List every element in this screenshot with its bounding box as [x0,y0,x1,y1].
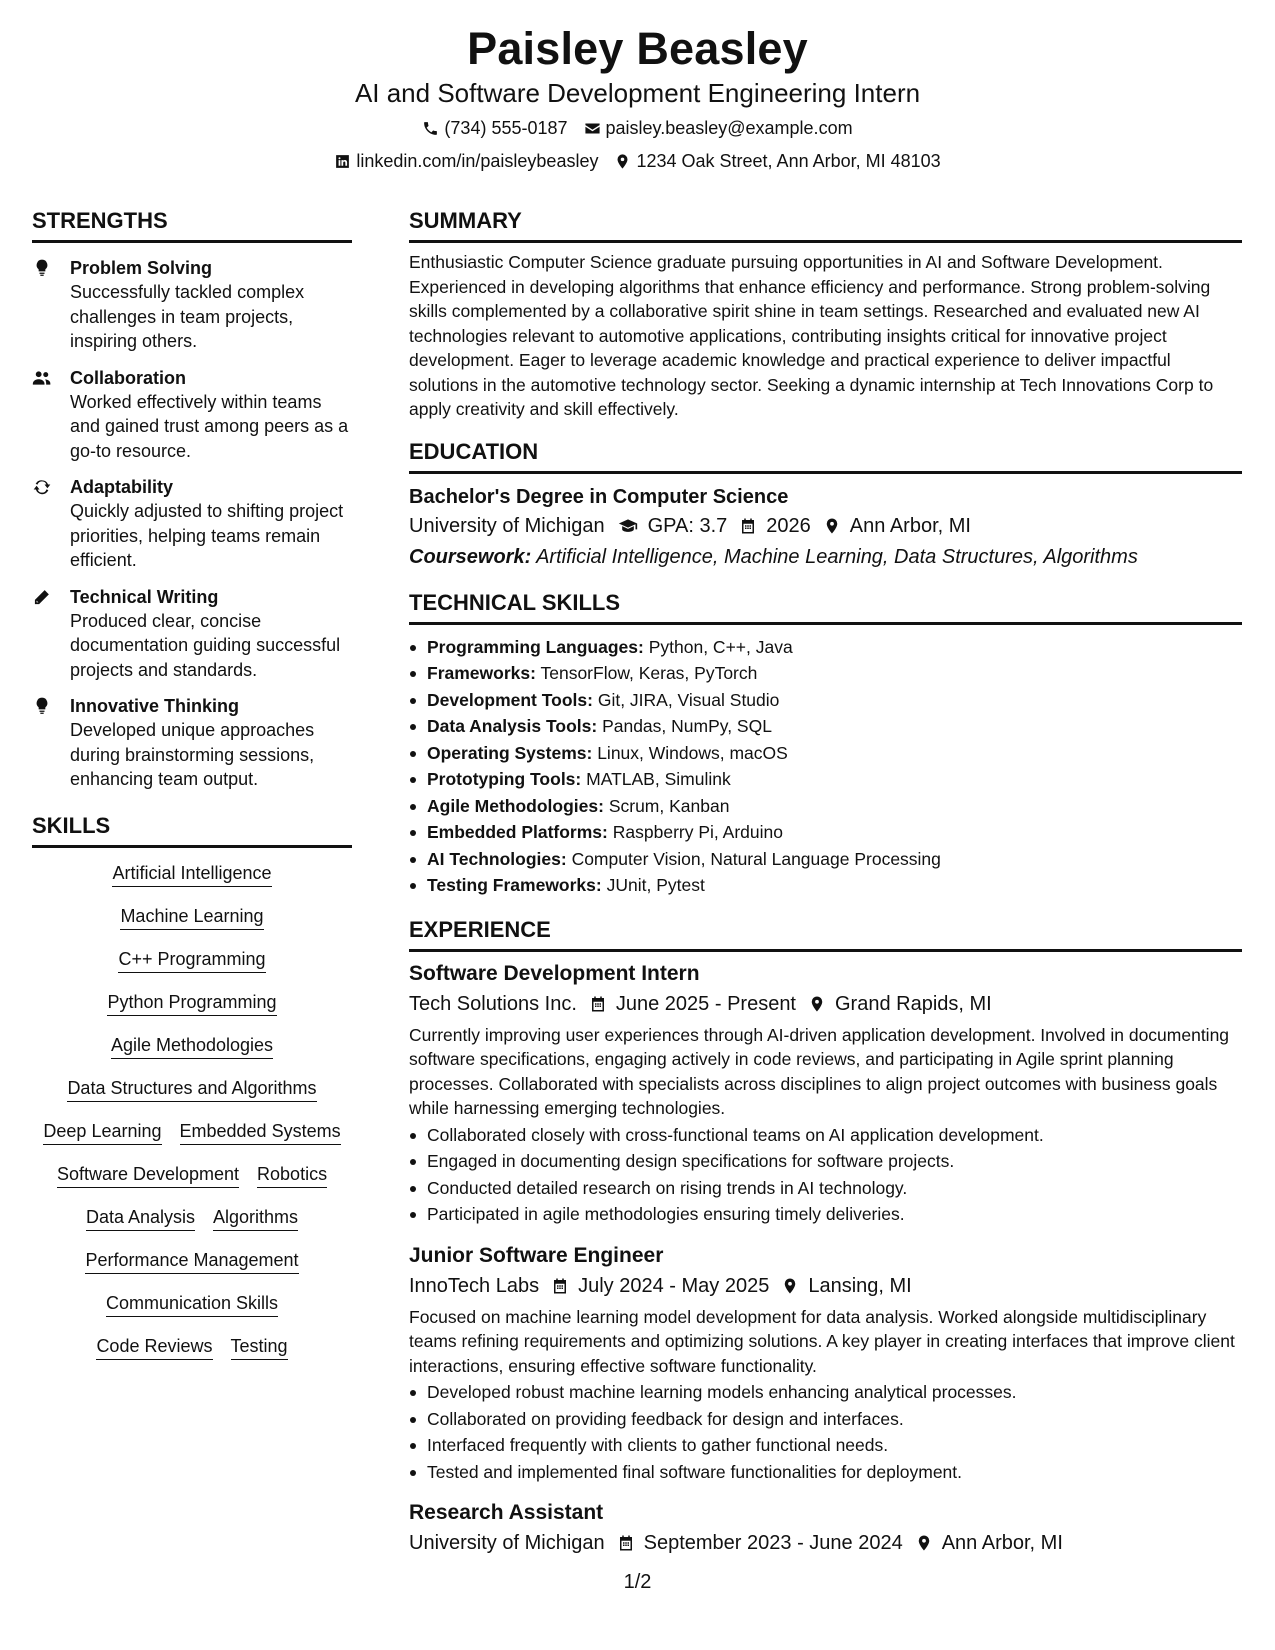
technical-skill-label: Data Analysis Tools: [427,716,598,736]
skill-tag: Testing [231,1335,288,1360]
technical-skill-value: Pandas, NumPy, SQL [602,716,772,736]
technical-skill-item [409,660,1242,687]
technical-skill-label: Testing Frameworks: [427,875,602,895]
location-text: Grand Rapids, MI [835,992,992,1015]
technical-skill-value: Linux, Windows, macOS [597,742,788,763]
strength-body [70,366,352,464]
job-meta [409,990,1242,1018]
location-text: Lansing, MI [808,1274,912,1297]
location-text: Ann Arbor, MI [941,1532,1063,1554]
technical-skill-value: Computer Vision, Natural Language Processing [571,848,941,869]
skill-tag: Performance Management [85,1249,298,1274]
job-company [409,1272,539,1300]
summary-text: Enthusiastic Computer Science graduate pursuing opportunities in AI and Software Development. Experienced in developing algorithms that enhance efficiency and performance. Strong problem-solving skills complemented by a collaborative spirit shine in team settings. Researched and evaluated new AI technologies relevant to automotive applications, contributing insights critical for innovative project development. Eager to leverage academic knowledge and practical experience to deliver impactful solutions in the automotive technology sector. Seeking a dynamic internship at Tech Innovations Corp to apply creativity and skill effectively. [409,252,1214,419]
skill-row [106,1292,278,1317]
technical-skill-label: Programming Languages: [427,636,644,657]
technical-skill-item [409,846,1242,873]
strength-body [70,694,352,792]
skill-tag: Deep Learning [43,1120,161,1145]
calendar-icon [739,517,757,535]
skill-tag: Communication Skills [106,1292,278,1317]
skill-row [112,862,271,887]
skill-row [43,1120,340,1145]
skill-row [107,991,276,1016]
technical-skill-label: Agile Methodologies: [427,795,604,816]
skill-row [111,1034,273,1059]
strength-body [70,475,352,573]
strength-name: Adaptability [70,477,174,497]
education-heading: EDUCATION [409,438,1242,474]
job-bullet: Developed robust machine learning models enhancing analytical processes. [409,1379,1242,1406]
right-column [409,207,1242,1557]
address-contact [614,149,940,173]
strength-item [32,585,352,683]
calendar-icon [617,1534,635,1552]
job-title: Software Development Intern [409,961,700,985]
strengths-list [32,256,352,792]
graduation-cap-icon [617,516,639,536]
technical-skill-value: JUnit, Pytest [606,875,705,895]
job-bullet: Tested and implemented final software functionalities for deployment. [409,1459,1242,1486]
coursework-label: Coursework: [409,545,532,568]
candidate-title: AI and Software Development Engineering Intern [354,78,921,108]
technical-skills-list [409,634,1242,899]
job-meta [409,1272,1242,1300]
strength-icon-wrap [32,366,70,464]
job-bullet: Participated in agile methodologies ensuring timely deliveries. [409,1201,1242,1228]
technical-skill-label: Embedded Platforms: [427,822,608,842]
strength-icon-wrap [32,256,70,354]
technical-skill-item [409,687,1242,714]
job-title: Research Assistant [409,1501,604,1524]
map-pin-icon [915,1534,933,1552]
strength-desc: Worked effectively within teams and gained trust among peers as a go-to resource. [70,391,349,461]
skill-tag: Data Analysis [86,1206,195,1231]
job-company [409,990,577,1018]
skill-tag: Software Development [57,1163,239,1188]
job-meta [409,1529,1242,1557]
school-text: University of Michigan [409,514,605,537]
linkedin-icon [334,153,351,170]
dates-text: September 2023 - June 2024 [643,1532,903,1554]
skill-tag: Agile Methodologies [111,1034,273,1059]
skill-tag: Code Reviews [96,1335,212,1360]
job-bullet: Conducted detailed research on rising trends in AI technology. [409,1175,1242,1202]
summary-heading: SUMMARY [409,207,1242,243]
gpa [617,512,728,540]
technical-skill-label: Frameworks: [427,663,536,683]
linkedin-text[interactable]: linkedin.com/in/paisleybeasley [356,151,599,171]
skill-row [57,1163,327,1188]
candidate-name: Paisley Beasley [467,23,808,74]
strength-desc: Quickly adjusted to shifting project priorities, helping teams remain efficient. [70,501,344,570]
technical-skill-item [409,634,1242,661]
strength-icon-wrap [32,694,70,792]
map-pin-icon [614,153,631,170]
job-description: Currently improving user experiences through AI-driven application development. Involved in documenting software specifications, engaging actively in code reviews, and participating in Agile sprint planning processes. Collaborated with specialists across disciplines to align project outcomes with business goals while harnessing emerging technologies. [409,1024,1230,1118]
skill-tag: Machine Learning [120,905,263,930]
coursework-text: Artificial Intelligence, Machine Learning, Data Structures, Algorithms [536,545,1138,568]
technical-skill-value: TensorFlow, Keras, PyTorch [540,663,758,683]
skill-row [96,1335,287,1360]
skill-tag: Algorithms [213,1206,298,1231]
company-text: University of Michigan [409,1532,605,1554]
company-text: Tech Solutions Inc. [409,992,577,1015]
job-location [808,990,992,1018]
education-meta [409,512,1242,540]
technical-skill-item [409,793,1242,820]
page-number: 1/2 [623,1571,652,1593]
technical-skill-value: Scrum, Kanban [608,795,730,816]
technical-skill-item [409,819,1242,846]
skill-tag: Robotics [257,1163,327,1188]
coursework [409,543,1242,571]
job-location [781,1272,911,1300]
technical-skill-value: MATLAB, Simulink [586,769,731,789]
job-company [409,1529,605,1557]
phone-text: (734) 555-0187 [444,118,568,138]
skill-tag: Embedded Systems [180,1120,341,1145]
technical-skill-label: Prototyping Tools: [427,769,582,789]
strength-name: Collaboration [70,367,186,388]
map-pin-icon [823,517,841,535]
skill-tag: Data Structures and Algorithms [67,1077,316,1102]
degree-title: Bachelor's Degree in Computer Science [409,485,789,508]
skill-tag: C++ Programming [118,948,265,973]
technical-skill-label: AI Technologies: [427,848,567,869]
strength-item [32,366,352,464]
strength-icon-wrap [32,585,70,683]
map-pin-icon [781,1277,799,1295]
skill-row [85,1249,298,1274]
job-dates [617,1529,903,1557]
strength-desc: Successfully tackled complex challenges in team projects, inspiring others. [70,282,305,351]
year-text: 2026 [766,514,811,537]
job-bullet: Interfaced frequently with clients to gather functional needs. [409,1432,1242,1459]
job-bullet: Collaborated on providing feedback for design and interfaces. [409,1406,1242,1433]
lightbulb-icon [32,258,52,278]
job-entry [409,960,1242,1228]
contact-row-1 [0,116,1275,140]
location-text: Ann Arbor, MI [849,514,971,537]
job-title: Junior Software Engineer [409,1243,664,1267]
strength-name: Problem Solving [70,258,213,278]
job-dates [551,1272,769,1300]
job-bullets [409,1122,1242,1228]
job-bullets [409,1379,1242,1485]
strength-desc: Developed unique approaches during brainstorming sessions, enhancing team output. [70,720,315,789]
left-column [32,207,352,1360]
company-text: InnoTech Labs [409,1274,540,1297]
job-bullet: Collaborated closely with cross-functional teams on AI application development. [409,1122,1242,1149]
technical-skill-value: Raspberry Pi, Arduino [612,822,783,842]
skill-row [67,1077,316,1102]
linkedin-contact[interactable] [334,149,598,173]
phone-icon [422,120,439,137]
dates-text: June 2025 - Present [615,992,796,1015]
calendar-icon [551,1277,569,1295]
map-pin-icon [808,995,826,1013]
strength-name: Innovative Thinking [70,696,240,716]
calendar-icon [589,995,607,1013]
technical-skill-label: Operating Systems: [427,742,593,763]
strength-desc: Produced clear, concise documentation guiding successful projects and standards. [70,610,341,680]
skill-tag: Python Programming [107,991,276,1016]
education-location [823,512,971,540]
job-location [915,1529,1063,1557]
strength-item [32,256,352,354]
skill-row [86,1206,298,1231]
skill-tag: Artificial Intelligence [112,862,271,887]
technical-skill-label: Development Tools: [427,689,593,710]
technical-skill-item [409,740,1242,767]
job-bullet: Engaged in documenting design specifications for software projects. [409,1148,1242,1175]
pencil-icon [32,587,52,607]
job-entry [409,1499,1242,1557]
sync-icon [32,477,52,497]
graduation-year [739,512,811,540]
dates-text: July 2024 - May 2025 [578,1274,770,1297]
gpa-text: GPA: 3.7 [647,514,728,537]
users-icon [32,368,52,388]
envelope-icon [584,120,601,137]
strength-item [32,475,352,573]
technical-skills-heading: TECHNICAL SKILLS [409,589,1242,625]
experience-list [409,960,1242,1558]
skill-row [120,905,263,930]
email-contact[interactable] [584,116,853,140]
strength-icon-wrap [32,475,70,573]
strength-body [70,585,352,683]
job-dates [589,990,796,1018]
strength-body [70,256,352,354]
skills-heading: SKILLS [32,812,352,848]
skill-row [118,948,265,973]
phone-contact [422,116,567,140]
technical-skill-item [409,713,1242,740]
strength-item [32,694,352,792]
technical-skill-value: Python, C++, Java [648,636,793,657]
address-text: 1234 Oak Street, Ann Arbor, MI 48103 [636,151,941,171]
technical-skill-item [409,766,1242,793]
experience-heading: EXPERIENCE [409,916,1242,952]
contact-row-2 [0,149,1275,173]
job-description: Focused on machine learning model development for data analysis. Worked alongside multidisciplinary teams refining requirements and optimizing solutions. A key player in creating interfaces that improve client interactions, ensuring effective software functionality. [409,1306,1235,1376]
technical-skill-item [409,872,1242,899]
strength-name: Technical Writing [70,586,219,607]
strengths-heading: STRENGTHS [32,207,352,243]
school-name [409,512,605,540]
job-entry [409,1242,1242,1486]
lightbulb-icon [32,696,52,716]
technical-skill-value: Git, JIRA, Visual Studio [597,689,780,710]
skills-list [32,862,352,1360]
resume-header [0,22,1275,173]
email-text[interactable]: paisley.beasley@example.com [605,118,853,138]
